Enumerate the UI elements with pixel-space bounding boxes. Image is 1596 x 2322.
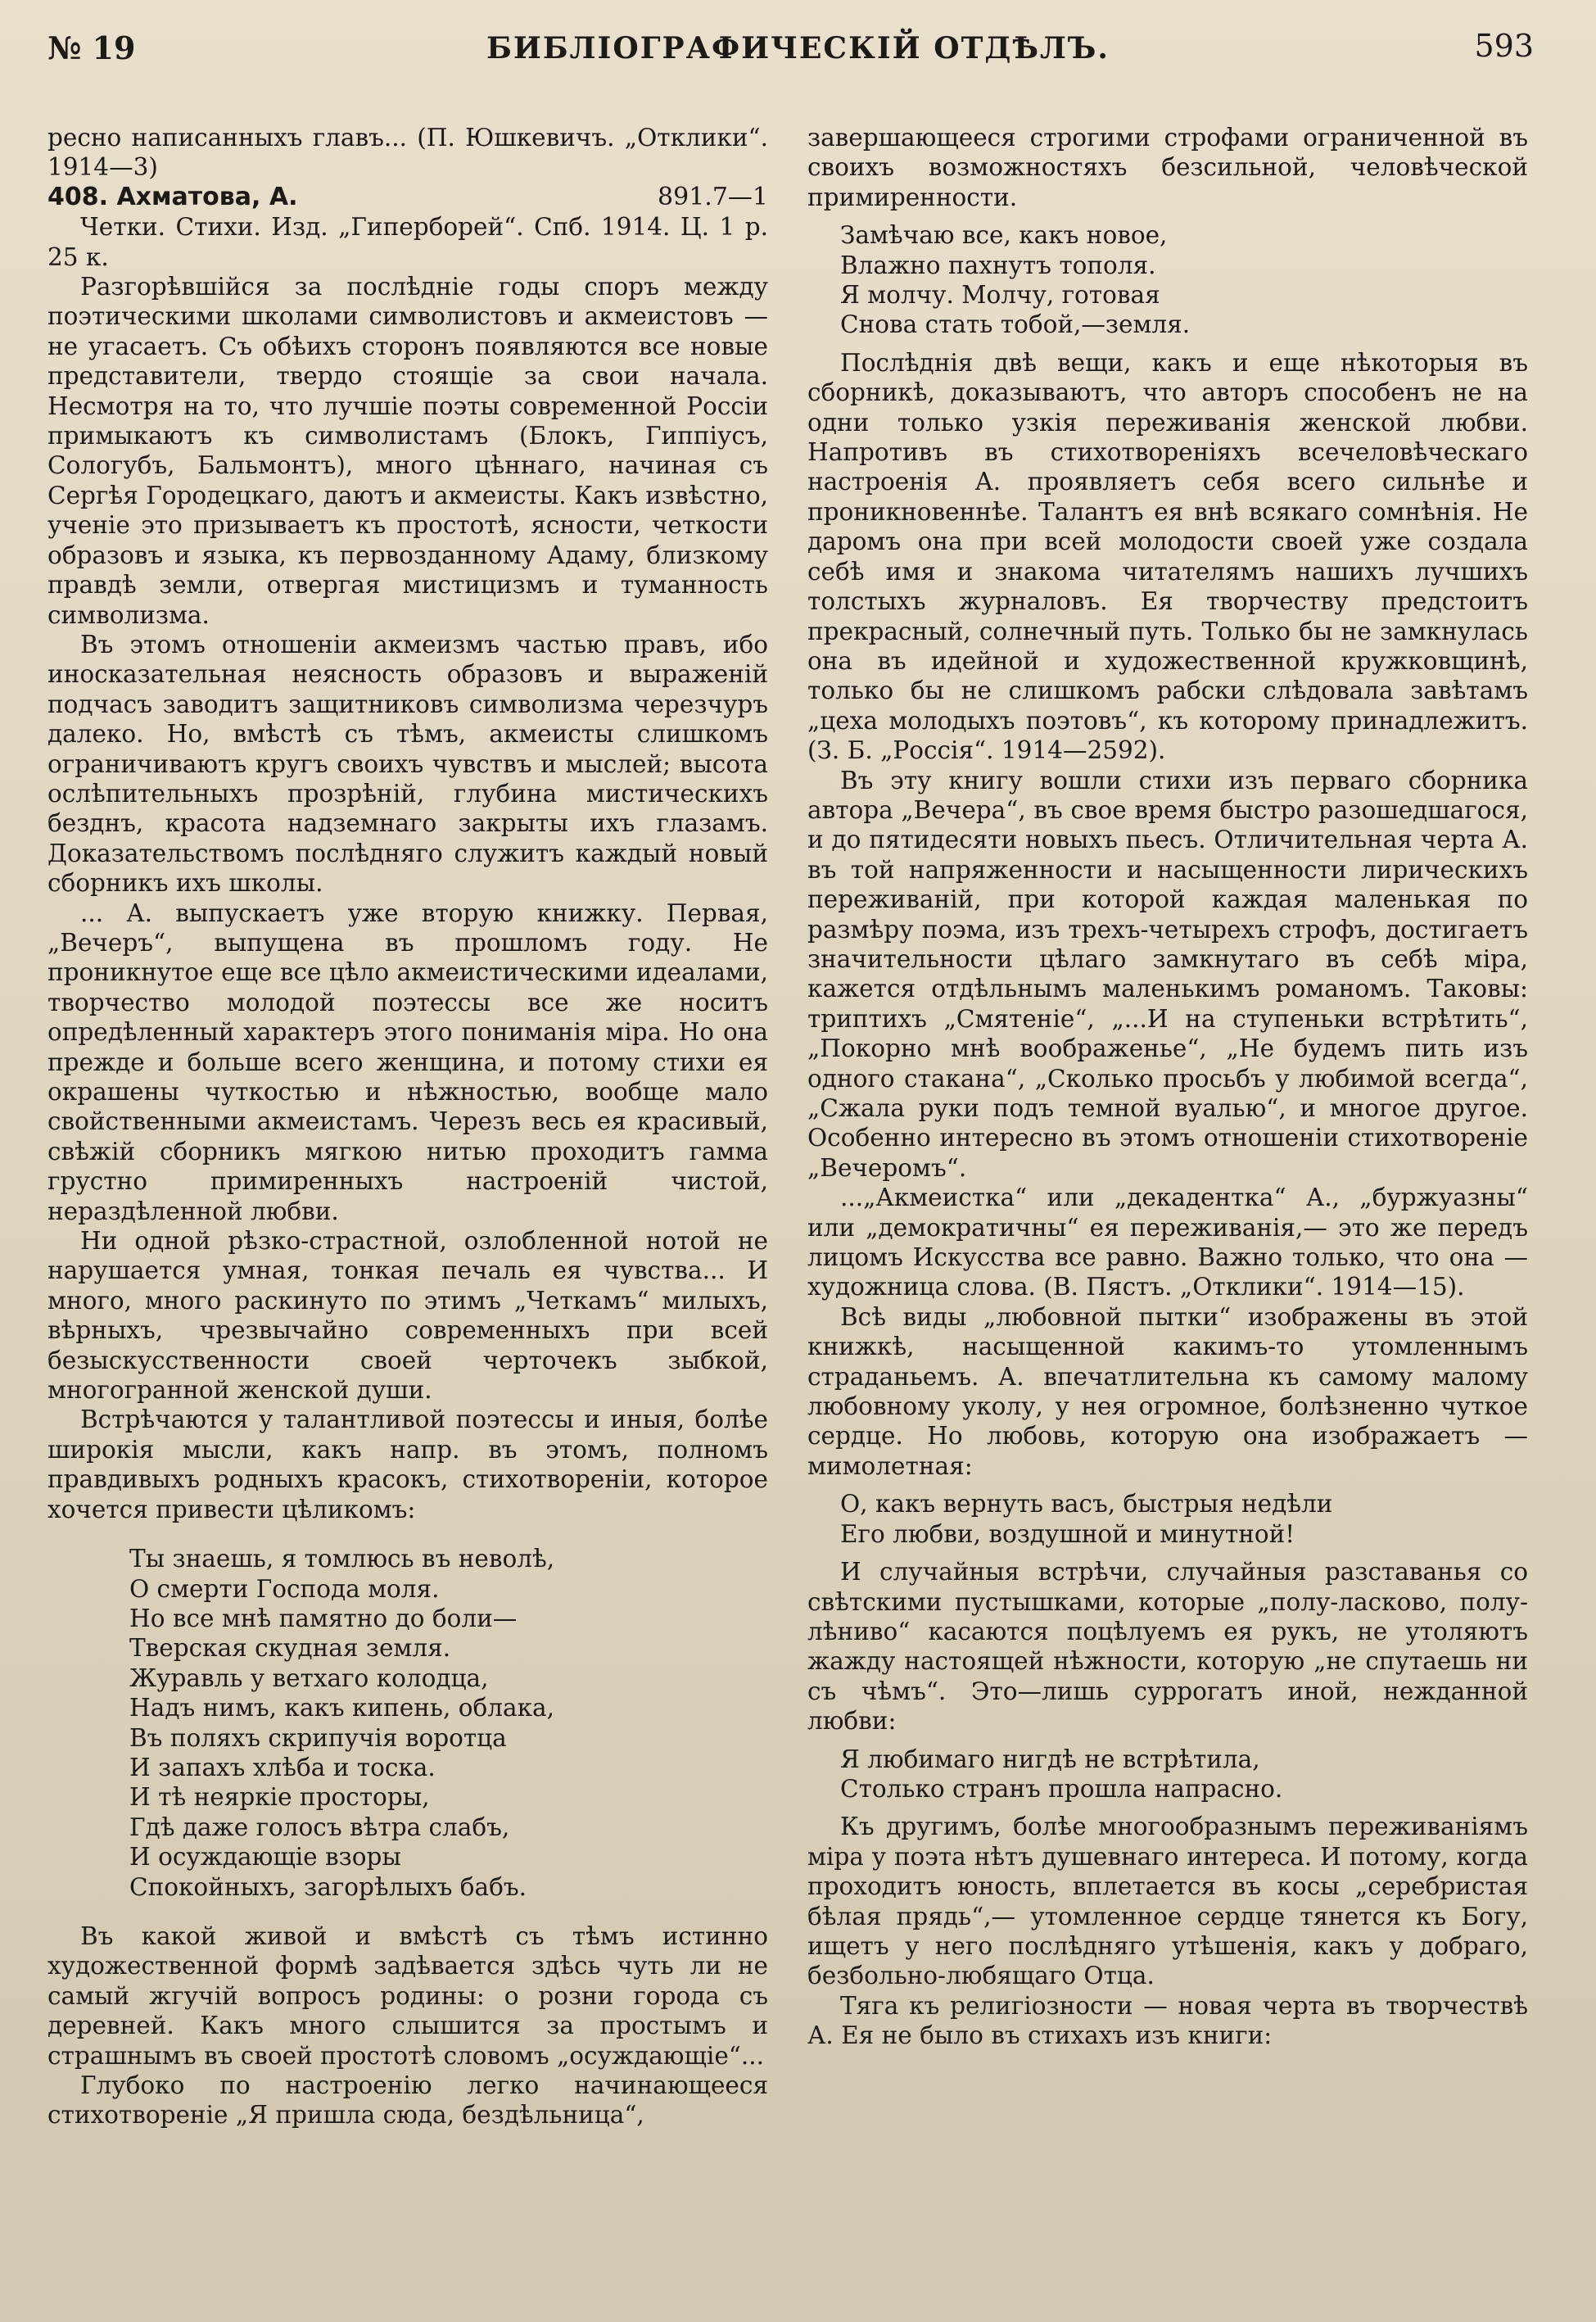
paragraph: ... А. выпускаетъ уже вторую книжку. Первая, „Вечеръ“, выпущена въ прошломъ году. Не проникнутое еще все цѣло акмеистическими идеалами, творчество молодой поэтессы все же носитъ опредѣленный характеръ этого пониманія міра. Но она прежде и больше всего женщина, и потому стихи ея окрашены чуткостью и нѣжностью, вообще мало свойственными акмеистамъ. Черезъ весь ея красивый, свѣжій сборникъ мягкою нитью проходитъ гамма грустно примиренныхъ настроеній чистой, нераздѣленной любви. xyxy=(47,898,768,1225)
paragraph: ресно написанныхъ главъ... (П. Юшкевичъ. „Отклики“. 1914—3) xyxy=(47,124,768,182)
poem-line: Снова стать тобой,—земля. xyxy=(840,310,1191,339)
poem-line: Его любви, воздушной и минутной! xyxy=(840,1519,1295,1548)
poem-quote xyxy=(840,1745,1528,1804)
left-column xyxy=(47,123,768,2130)
poem-line: Столько странъ прошла напрасно. xyxy=(840,1774,1283,1803)
poem-line: Ты знаешь, я томлюсь въ неволѣ, xyxy=(129,1545,555,1573)
entry-heading xyxy=(47,183,768,212)
poem-line: О смерти Господа моля. xyxy=(129,1574,440,1603)
poem-quote xyxy=(129,1544,768,1902)
paragraph: Въ какой живой и вмѣстѣ съ тѣмъ истинно художественной формѣ задѣвается здѣсь чуть ли не самый жгучій вопросъ родины: о розни города съ деревней. Какъ много слышится за простымъ и страшнымъ въ своей простотѣ словомъ „осуждающіе“... xyxy=(47,1921,768,2070)
section-title: БИБЛІОГРАФИЧЕСКІЙ ОТДѢЛЪ. xyxy=(486,31,1110,66)
poem-line: И тѣ неяркіе просторы, xyxy=(129,1783,430,1812)
bibliographic-record: Четки. Стихи. Изд. „Гиперборей“. Спб. 1914. Ц. 1 р. 25 к. xyxy=(47,213,768,271)
poem-line: Тверская скудная земля. xyxy=(129,1634,451,1663)
page-number: 593 xyxy=(1474,28,1534,64)
paragraph: Къ другимъ, болѣе многообразнымъ переживаніямъ міра у поэта нѣтъ душевнаго интереса. И потому, когда проходитъ юность, вплетается въ косы „серебристая бѣлая прядь“,— утомленное сердце тянется къ Богу, ищетъ у него послѣдняго утѣшенія, какъ у добраго, безбольно-любящаго Отца. xyxy=(807,1813,1528,1990)
poem-line: Спокойныхъ, загорѣлыхъ бабъ. xyxy=(129,1872,527,1901)
entry-name: 408. Ахматова, А. xyxy=(47,182,298,211)
issue-number: № 19 xyxy=(47,29,136,66)
poem-line: Я любимаго нигдѣ не встрѣтила, xyxy=(840,1745,1260,1773)
poem-line: Въ поляхъ скрипучія воротца xyxy=(129,1723,507,1752)
poem-line: Я молчу. Молчу, готовая xyxy=(840,281,1160,310)
right-column xyxy=(807,123,1528,2051)
paragraph: И случайныя встрѣчи, случайныя разставанья со свѣтскими пустышками, которые „полу-ласково, полу-лѣниво“ касаются поцѣлуемъ ея рукъ, не утоляютъ жажду настоящей нѣжности, которую „не спутаешь ни съ чѣмъ“. Это—лишь суррогатъ иной, нежданной любви: xyxy=(807,1558,1528,1736)
entry-code: 891.7—1 xyxy=(658,182,768,211)
paragraph: Тяга къ религіозности — новая черта въ творчествѣ А. Ея не было въ стихахъ изъ книги: xyxy=(807,1991,1528,2050)
poem-quote xyxy=(840,220,1528,340)
poem-line: О, какъ вернуть васъ, быстрыя недѣли xyxy=(840,1490,1333,1519)
poem-line: И запахъ хлѣба и тоска. xyxy=(129,1753,436,1781)
paragraph: Встрѣчаются у талантливой поэтессы и иныя, болѣе широкія мысли, какъ напр. въ этомъ, полномъ правдивыхъ родныхъ красокъ, стихотвореніи, которое хочется привести цѣликомъ: xyxy=(47,1405,768,1523)
poem-line: Журавль у ветхаго колодца, xyxy=(129,1663,489,1692)
paragraph: Послѣднія двѣ вещи, какъ и еще нѣкоторыя въ сборникѣ, доказываютъ, что авторъ способенъ не на одни только узкія переживанія женской любви. Напротивъ въ стихотвореніяхъ всечеловѣческаго настроенія А. проявляетъ себя всего сильнѣе и проникновеннѣе. Талантъ ея внѣ всякаго сомнѣнія. Не даромъ она при всей молодости своей уже создала себѣ имя и знакома читателямъ нашихъ лучшихъ толстыхъ журналовъ. Ея творчеству предстоитъ прекрасный, солнечный путь. Только бы не замкнулась она въ идейной и художественной кружковщинѣ, только бы не слишкомъ рабски слѣдовала завѣтамъ „цеха молодыхъ поэтовъ“, къ которому принадлежитъ. (З. Б. „Россія“. 1914—2592). xyxy=(807,348,1528,765)
poem-line: Надъ нимъ, какъ кипень, облака, xyxy=(129,1694,554,1722)
paragraph: Глубоко по настроенію легко начинающееся стихотвореніе „Я пришла сюда, бездѣльница“, xyxy=(47,2071,768,2130)
poem-line: И осуждающіе взоры xyxy=(129,1843,401,1872)
poem-line: Гдѣ даже голосъ вѣтра слабъ, xyxy=(129,1813,510,1841)
paragraph: Всѣ виды „любовной пытки“ изображены въ этой книжкѣ, насыщенной какимъ-то утомленнымъ страданьемъ. А. впечатлительна къ самому малому любовному уколу, у нея огромное, болѣзненно чуткое сердце. Но любовь, которую она изображаетъ — мимолетная: xyxy=(807,1302,1528,1480)
page-header xyxy=(0,29,1596,79)
paragraph: Въ этомъ отношеніи акмеизмъ частью правъ, ибо иносказательная неясность образовъ и выраженій подчасъ заводитъ защитниковъ символизма черезчуръ далеко. Но, вмѣстѣ съ тѣмъ, акмеисты слишкомъ ограничиваютъ кругъ своихъ чувствъ и мыслей; высота ослѣпительныхъ прозрѣній, глубина мистическихъ безднъ, красота надземнаго закрыты ихъ глазамъ. Доказательствомъ послѣдняго служитъ каждый новый сборникъ ихъ школы. xyxy=(47,630,768,898)
paragraph: завершающееся строгими строфами ограниченной въ своихъ возможностяхъ безсильной, человѣческой примиренности. xyxy=(807,124,1528,211)
poem-line: Но все мнѣ памятно до боли— xyxy=(129,1604,518,1632)
paragraph: Ни одной рѣзко-страстной, озлобленной нотой не нарушается умная, тонкая печаль ея чувства... И много, много раскинуто по этимъ „Четкамъ“ милыхъ, вѣрныхъ, чрезвычайно современныхъ при всей безыскусственности своей черточекъ зыбкой, многогранной женской души. xyxy=(47,1227,768,1405)
poem-line: Влажно пахнутъ тополя. xyxy=(840,251,1156,279)
poem-line: Замѣчаю все, какъ новое, xyxy=(840,221,1168,250)
poem-quote xyxy=(840,1489,1528,1549)
paragraph: ...„Акмеистка“ или „декадентка“ А., „буржуазны“ или „демократичны“ ея переживанія,— это же передъ лицомъ Искусства все равно. Важно только, что она — художница слова. (В. Пястъ. „Отклики“. 1914—15). xyxy=(807,1184,1528,1301)
paragraph: Въ эту книгу вошли стихи изъ перваго сборника автора „Вечера“, въ свое время быстро разошедшагося, и до пятидесяти новыхъ пьесъ. Отличительная черта А. въ той напряженности и насыщенности лирическихъ переживаній, при которой каждая маленькая по размѣру поэма, изъ трехъ-четырехъ строфъ, достигаетъ значительности цѣлаго замкнутаго въ себѣ міра, кажется отдѣльнымъ маленькимъ романомъ. Таковы: триптихъ „Смятеніе“, „...И на ступеньки встрѣтить“, „Покорно мнѣ воображенье“, „Не будемъ пить изъ одного стакана“, „Сколько просьбъ у любимой всегда“, „Сжала руки подъ темной вуалью“, и многое другое. Особенно интересно въ этомъ отношеніи стихотвореніе „Вечеромъ“. xyxy=(807,766,1528,1182)
paragraph: Разгорѣвшійся за послѣдніе годы споръ между поэтическими школами символистовъ и акмеистовъ — не угасаетъ. Съ обѣихъ сторонъ появляются все новые представители, твердо стоящіе за свои начала. Несмотря на то, что лучшіе поэты современной Россіи примыкаютъ къ символистамъ (Блокъ, Гиппіусъ, Сологубъ, Бальмонтъ), много цѣннаго, начиная съ Сергѣя Городецкаго, даютъ и акмеисты. Какъ извѣстно, ученіе это призываетъ къ простотѣ, ясности, четкости образовъ и языка, къ первозданному Адаму, близкому правдѣ земли, отвергая мистицизмъ и туманность символизма. xyxy=(47,273,768,629)
